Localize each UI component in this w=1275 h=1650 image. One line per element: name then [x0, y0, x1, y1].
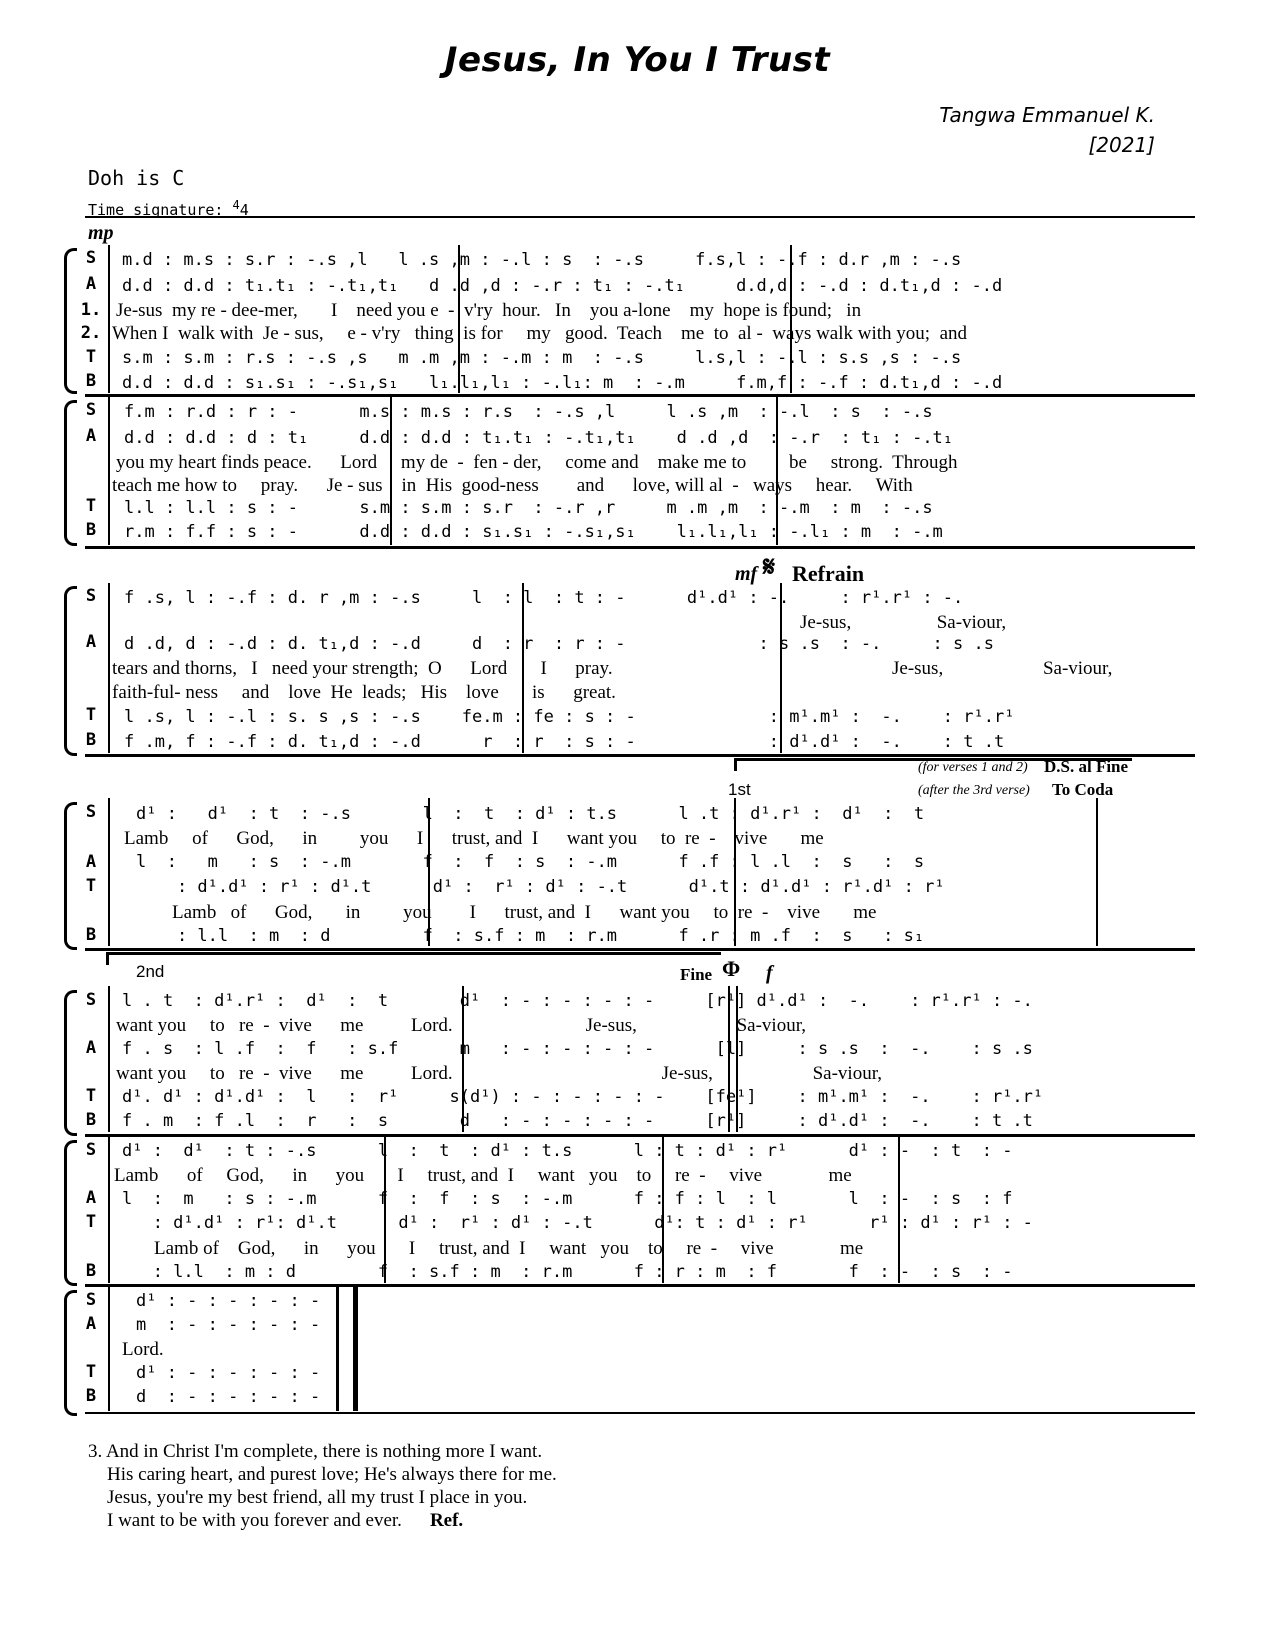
alto-notes: m : - : - : - : -: [136, 1315, 321, 1335]
final-lyrics: Lord.: [122, 1339, 164, 1360]
soprano-notes: l . t : d¹.r¹ : d¹ : t d¹ : - : - : - : - [r¹] d¹.d¹ : -. : r¹.r¹ : -.: [122, 991, 1033, 1011]
alto-notes: d.d : d.d : t₁.t₁ : -.t₁,t₁ d .d ,d : -.r : t₁ : -.t₁ d.d,d : -.d : d.t₁,d : -.d: [122, 276, 1003, 296]
second-ending-label: 2nd: [136, 962, 165, 981]
voice-label-b: B: [85, 1110, 97, 1130]
alto-notes: l : m : s : -.m f : f : s : -.m f : f : l : l l : - : s : f: [122, 1189, 1013, 1209]
alto-notes: d.d : d.d : d : t₁ d.d : d.d : t₁.t₁ : -.t₁,t₁ d .d ,d : -.r : t₁ : -.t₁: [124, 428, 954, 448]
barline: [108, 1137, 110, 1283]
first-ending-label: 1st: [728, 780, 751, 799]
barline: [108, 583, 110, 753]
bass-notes: : l.l : m : d f : s.f : m : r.m f .r : m .f : s : s₁: [136, 926, 925, 946]
voice-label-s: S: [85, 1290, 97, 1310]
alto-notes: d .d, d : -.d : d. t₁,d : -.d d : r : r : - : s .s : -. : s .s: [124, 634, 994, 654]
barline: [780, 583, 782, 753]
system-divider: [85, 948, 1195, 951]
voice-label-a: A: [85, 1314, 97, 1334]
system-divider: [85, 546, 1195, 549]
verse3-line-2: His caring heart, and purest love; He's always there for me.: [88, 1464, 557, 1485]
voice-label-s: S: [85, 400, 97, 420]
verse-label-2: 2.: [80, 323, 102, 343]
barline: [108, 245, 110, 393]
refrain-label: Refrain: [792, 561, 865, 586]
second-ending-bracket: [106, 952, 721, 965]
voice-label-s: S: [85, 990, 97, 1010]
barline: [108, 986, 110, 1132]
to-coda: To Coda: [1052, 780, 1114, 799]
song-title: Jesus, In You I Trust: [444, 40, 831, 80]
voice-label-a: A: [85, 632, 97, 652]
bass-notes: r.m : f.f : s : - d.d : d.d : s₁.s₁ : -.s₁,s₁ l₁.l₁,l₁ : -.l₁ : m : -.m: [124, 522, 943, 542]
voice-label-b: B: [85, 1386, 97, 1406]
voice-label-t: T: [85, 876, 97, 896]
soprano-notes: f.m : r.d : r : - m.s : m.s : r.s : -.s ,l l .s ,m : -.l : s : -.s: [124, 402, 933, 422]
barline: [108, 798, 110, 946]
bass-notes: d.d : d.d : s₁.s₁ : -.s₁,s₁ l₁.l₁,l₁ : -.l₁: m : -.m f.m,f : -.f : d.t₁,d : -.d: [122, 373, 1003, 393]
verse2-lyrics: When I walk with Je - sus, e - v'ry thing is for my good. Teach me to al - ways walk with you; and: [112, 323, 968, 344]
dynamic-f: f: [766, 962, 773, 984]
refrain-soprano-lyrics: Je-sus, Sa-viour,: [800, 612, 1007, 633]
system-divider: [85, 754, 1195, 757]
composition-year: [2021]: [1088, 133, 1155, 157]
verse3-line-1: 3. And in Christ I'm complete, there is nothing more I want.: [88, 1441, 543, 1462]
refrain-alto-lyrics: Je-sus, Sa-viour,: [892, 658, 1113, 679]
brace: [64, 1290, 77, 1416]
voice-label-a: A: [85, 274, 97, 294]
bass-notes: d : - : - : - : -: [136, 1387, 321, 1407]
barline: [108, 1287, 110, 1411]
verse3-line-3: Jesus, you're my best friend, all my trust I place in you.: [88, 1487, 528, 1508]
verse1-lyrics: Je-sus my re - dee-mer, I need you e - v'ry hour. In you a-lone my hope is found; in: [116, 300, 862, 321]
system-divider: [85, 394, 1195, 397]
segno-icon: 𝄋: [763, 552, 776, 583]
bass-notes: f .m, f : -.f : d. t₁,d : -.d r : r : s : - : d¹.d¹ : -. : t .t: [124, 732, 1005, 752]
composer-name: Tangwa Emmanuel K.: [939, 103, 1155, 127]
barline: [1096, 798, 1098, 946]
verse3-line-4: I want to be with you forever and ever.: [88, 1510, 402, 1531]
voice-label-t: T: [85, 1086, 97, 1106]
voice-label-b: B: [85, 520, 97, 540]
tenor-notes: d¹. d¹ : d¹.d¹ : l : r¹ s(d¹) : - : - : - : - [fe¹] : m¹.m¹ : -. : r¹.r¹: [122, 1087, 1044, 1107]
voice-label-t: T: [85, 705, 97, 725]
tenor-notes: l.l : l.l : s : - s.m : s.m : s.r : -.r ,r m .m ,m : -.m : m : -.s: [124, 498, 933, 518]
system-divider: [85, 1284, 1195, 1287]
composer-block: [939, 100, 1155, 160]
soprano-lyrics: Lamb of God, in you I trust, and I want you to re - vive me: [114, 1165, 852, 1186]
voice-label-a: A: [85, 1188, 97, 1208]
tenor-notes: s.m : s.m : r.s : -.s ,s m .m ,m : -.m : m : -.s l.s,l : -.l : s.s ,s : -.s: [122, 348, 962, 368]
brace: [64, 400, 77, 546]
voice-label-s: S: [85, 248, 97, 268]
voice-label-b: B: [85, 730, 97, 750]
soprano-notes: f .s, l : -.f : d. r ,m : -.s l : l : t : - d¹.d¹ : -. : r¹.r¹ : -.: [124, 588, 964, 608]
time-signature-top: 4: [232, 198, 240, 212]
final-barline: [336, 1287, 358, 1411]
voice-label-b: B: [85, 1261, 97, 1281]
tenor-lyrics: Lamb of God, in you I trust, and I want you to re - vive me: [154, 1238, 864, 1259]
brace: [64, 990, 77, 1136]
alto-lyrics: want you to re - vive me Lord. Je-sus, Sa-viour,: [116, 1063, 883, 1084]
tenor-notes: d¹ : - : - : - : -: [136, 1363, 321, 1383]
header-rule: [85, 216, 1195, 218]
voice-label-s: S: [85, 586, 97, 606]
voice-label-b: B: [85, 925, 97, 945]
verse2-lyrics: faith-ful- ness and love He leads; His love is great.: [112, 682, 616, 703]
brace: [64, 586, 77, 756]
brace: [64, 1140, 77, 1286]
bass-notes: : l.l : m : d f : s.f : m : r.m f : r : m : f f : - : s : -: [122, 1262, 1013, 1282]
brace: [64, 802, 77, 950]
tenor-notes: : d¹.d¹ : r¹ : d¹.t d¹ : r¹ : d¹ : -.t d¹.t : d¹.d¹ : r¹.d¹ : r¹: [136, 877, 945, 897]
barline: [108, 397, 110, 545]
tenor-notes: l .s, l : -.l : s. s ,s : -.s fe.m : fe : s : - : m¹.m¹ : -. : r¹.r¹: [124, 707, 1015, 727]
soprano-lyrics: want you to re - vive me Lord. Je-sus, Sa-viour,: [116, 1015, 807, 1036]
soprano-notes: d¹ : - : - : - : -: [136, 1291, 321, 1311]
voice-label-t: T: [85, 1212, 97, 1232]
voice-label-t: T: [85, 347, 97, 367]
fine-label: Fine: [680, 965, 713, 984]
ds-al-fine: D.S. al Fine: [1044, 757, 1129, 776]
after-third-note: (after the 3rd verse): [918, 783, 1030, 798]
time-signature-label: Time signature:: [88, 201, 224, 219]
bass-notes: f . m : f .l : r : s d : - : - : - : - [r¹] : d¹.d¹ : -. : t .t: [122, 1111, 1033, 1131]
soprano-lyrics: Lamb of God, in you I trust, and I want you to re - vive me: [124, 828, 824, 849]
system-divider: [85, 1134, 1195, 1137]
refrain-reference: Ref.: [429, 1510, 464, 1531]
end-rule: [85, 1412, 1195, 1414]
verse2-lyrics: teach me how to pray. Je - sus in His good-ness and love, will al - ways hear. With: [112, 475, 913, 496]
dynamic-mf: mf: [735, 563, 758, 585]
voice-label-b: B: [85, 371, 97, 391]
soprano-notes: d¹ : d¹ : t : -.s l : t : d¹ : t.s l : t : d¹ : r¹ d¹ : - : t : -: [122, 1141, 1013, 1161]
dynamic-mp: mp: [88, 222, 114, 244]
voice-label-a: A: [85, 426, 97, 446]
tenor-notes: : d¹.d¹ : r¹: d¹.t d¹ : r¹ : d¹ : -.t d¹: t : d¹ : r¹ r¹ : d¹ : r¹ : -: [122, 1213, 1033, 1233]
tenor-lyrics: Lamb of God, in you I trust, and I want you to re - vive me: [172, 902, 877, 923]
verse-3: [88, 1440, 557, 1532]
voice-label-t: T: [85, 496, 97, 516]
verse-label-1: 1.: [80, 300, 102, 320]
soprano-notes: d¹ : d¹ : t : -.s l : t : d¹ : t.s l .t : d¹.r¹ : d¹ : t: [136, 804, 925, 824]
verse1-lyrics: you my heart finds peace. Lord my de - fen - der, come and make me to be strong. Through: [116, 452, 958, 473]
voice-label-a: A: [85, 1038, 97, 1058]
voice-label-t: T: [85, 1362, 97, 1382]
voice-label-a: A: [85, 852, 97, 872]
voice-label-s: S: [85, 1140, 97, 1160]
time-signature-bottom: 4: [239, 201, 249, 219]
soprano-notes: m.d : m.s : s.r : -.s ,l l .s ,m : -.l : s : -.s f.s,l : -.f : d.r ,m : -.s: [122, 250, 962, 270]
key-signature: Doh is C: [88, 166, 185, 190]
brace: [64, 248, 77, 394]
voice-label-s: S: [85, 802, 97, 822]
coda-icon: Φ: [722, 956, 741, 981]
alto-notes: l : m : s : -.m f : f : s : -.m f .f : l .l : s : s: [136, 852, 925, 872]
for-verses-note: (for verses 1 and 2): [918, 760, 1028, 775]
verse1-lyrics: tears and thorns, I need your strength; O Lord I pray.: [112, 658, 613, 679]
alto-notes: f . s : l .f : f : s.f m : - : - : - : - [l] : s .s : -. : s .s: [122, 1039, 1033, 1059]
